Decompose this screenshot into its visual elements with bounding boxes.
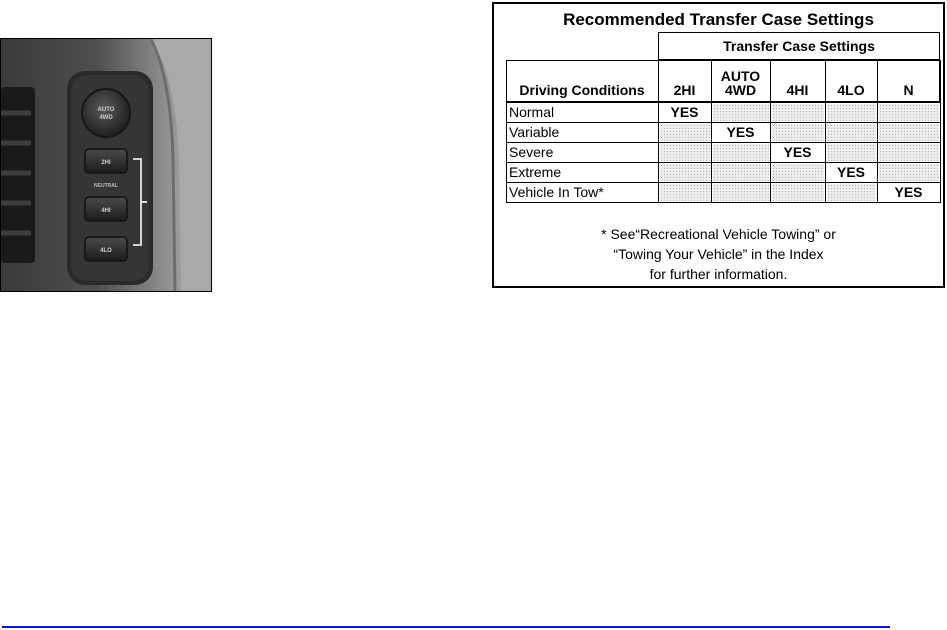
shaded-cell — [879, 144, 939, 161]
shaded-cell — [827, 104, 876, 121]
yes-mark: YES — [670, 104, 699, 120]
svg-text:4WD: 4WD — [99, 115, 113, 121]
shaded-cell — [713, 104, 769, 121]
shaded-cell — [879, 164, 939, 181]
shaded-cell — [772, 124, 824, 141]
shaded-cell — [772, 184, 824, 201]
yes-mark: YES — [783, 144, 812, 160]
shaded-cell — [660, 184, 710, 201]
row-condition-label: Normal — [509, 104, 555, 120]
yes-mark: YES — [894, 184, 923, 200]
page-bottom-rule — [2, 626, 890, 628]
transfer-case-settings-table — [492, 2, 945, 288]
footnote-line: for further information. — [649, 266, 788, 282]
svg-text:4LO: 4LO — [100, 248, 112, 254]
column-header: 4HI — [786, 82, 809, 98]
shaded-cell — [879, 124, 939, 141]
column-header: 4WD — [724, 82, 757, 98]
column-header: 2HI — [673, 82, 696, 98]
svg-text:2HI: 2HI — [101, 160, 111, 166]
footnote-line: * See“Recreational Vehicle Towing” or — [601, 226, 836, 242]
svg-text:NEUTRAL: NEUTRAL — [94, 183, 118, 189]
shaded-cell — [772, 164, 824, 181]
table-title: Recommended Transfer Case Settings — [563, 10, 874, 29]
shaded-cell — [660, 124, 710, 141]
shaded-cell — [827, 184, 876, 201]
shaded-cell — [660, 164, 710, 181]
svg-text:4HI: 4HI — [101, 208, 111, 214]
shaded-cell — [772, 104, 824, 121]
shaded-cell — [827, 144, 876, 161]
switch-panel-illustration — [1, 39, 212, 292]
column-header: N — [903, 82, 914, 98]
shaded-cell — [660, 144, 710, 161]
shaded-cell — [713, 144, 769, 161]
footnote — [494, 224, 943, 284]
row-condition-label: Extreme — [509, 164, 562, 180]
yes-mark: YES — [726, 124, 755, 140]
column-header: 4LO — [837, 82, 865, 98]
row-condition-label: Severe — [509, 144, 554, 160]
shaded-cell — [879, 104, 939, 121]
row-condition-label: Variable — [509, 124, 560, 140]
footnote-line: “Towing Your Vehicle” in the Index — [613, 246, 824, 262]
shaded-cell — [713, 164, 769, 181]
row-header: Driving Conditions — [519, 82, 645, 98]
row-condition-label: Vehicle In Tow* — [509, 184, 604, 200]
transfer-case-switch-photo — [0, 38, 212, 292]
yes-mark: YES — [836, 164, 865, 180]
column-header: AUTO — [720, 68, 761, 84]
svg-text:AUTO: AUTO — [97, 107, 115, 113]
group-header: Transfer Case Settings — [723, 38, 875, 54]
shaded-cell — [827, 124, 876, 141]
shaded-cell — [713, 184, 769, 201]
